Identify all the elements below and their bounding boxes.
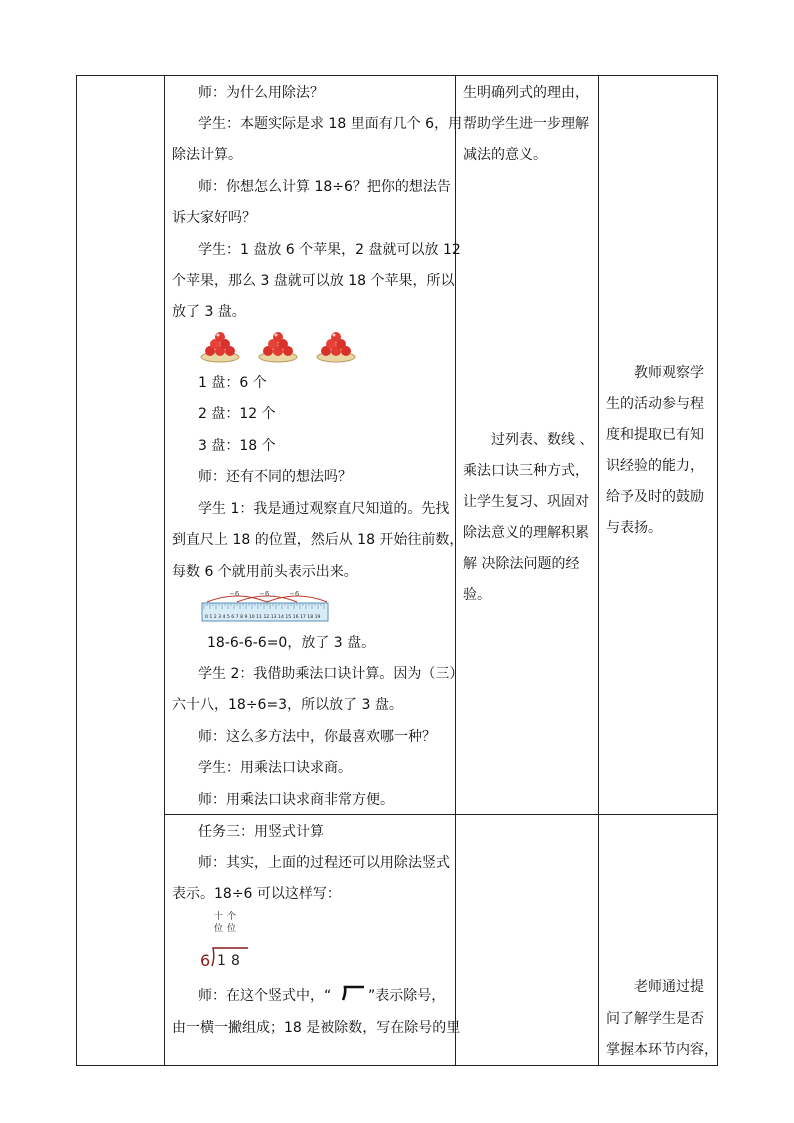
text-line: 验。 — [463, 587, 491, 603]
jump-label: −6 — [259, 590, 270, 598]
column-divider-1 — [164, 75, 165, 1066]
apple-plates-illustration — [198, 332, 363, 364]
dividend-digit: 8 — [231, 953, 240, 969]
text-line: 教师观察学 — [634, 365, 704, 381]
dividend-digit: 1 — [217, 953, 226, 969]
text-line: 师：还有不同的想法吗？ — [198, 469, 352, 485]
place-label-ones: 位 — [227, 924, 237, 934]
text-line: 识经验的能力， — [606, 458, 704, 474]
apple-plate-2 — [259, 332, 297, 362]
place-label-tens: 十 — [214, 912, 224, 922]
text-line: 问了解学生是否 — [606, 1011, 704, 1027]
jump-label: −6 — [289, 590, 300, 598]
text-line: 除法意义的理解积累 — [463, 525, 589, 541]
place-label-ones: 个 — [227, 912, 237, 922]
long-division-illustration — [196, 908, 256, 970]
text-line: 诉大家好吗？ — [172, 210, 256, 226]
text-line: 个苹果，那么 3 盘就可以放 18 个苹果，所以 — [172, 273, 455, 289]
column-divider-3 — [598, 75, 599, 1066]
text-line: 师：你想怎么计算 18÷6？把你的想法告 — [198, 179, 451, 195]
apple-plate-1 — [201, 332, 239, 362]
text-line: 与表扬。 — [606, 520, 662, 536]
text-line: 生的活动参与程 — [606, 396, 704, 412]
column-divider-2 — [455, 75, 456, 1066]
division-sign-icon — [340, 983, 366, 1003]
jump-label: −6 — [229, 590, 240, 598]
text-line: 学生：本题实际是求 18 里面有几个 6，用 — [198, 116, 463, 132]
text-line: 师：在这个竖式中，“ — [198, 988, 332, 1004]
text-line: 学生：1 盘放 6 个苹果，2 盘就可以放 12 — [198, 242, 461, 258]
text-line: 2 盘：12 个 — [198, 406, 276, 422]
text-line: 学生 2：我借助乘法口诀计算。因为（三） — [198, 666, 464, 682]
text-line: 过列表、数线 、 — [491, 432, 594, 448]
text-line: 由一横一撇组成；18 是被除数，写在除号的里 — [172, 1020, 461, 1036]
text-line: 师：其实，上面的过程还可以用除法竖式 — [198, 855, 450, 871]
text-line: 学生：用乘法口诀求商。 — [198, 760, 352, 776]
text-line: 让学生复习、巩固对 — [463, 494, 589, 510]
text-line: 减法的意义。 — [463, 147, 547, 163]
divisor: 6 — [200, 951, 211, 970]
text-line: 1 盘：6 个 — [198, 375, 267, 391]
text-line: 到直尺上 18 的位置，然后从 18 开始往前数， — [172, 532, 464, 548]
text-line: 六十八，18÷6=3，所以放了 3 盘。 — [172, 697, 403, 713]
text-line: 任务三：用竖式计算 — [198, 824, 324, 840]
text-line: 度和提取已有知 — [606, 427, 704, 443]
text-line: 掌握本环节内容， — [606, 1042, 718, 1058]
text-line: 3 盘：18 个 — [198, 438, 276, 454]
text-line: 每数 6 个就用前头表示出来。 — [172, 564, 358, 580]
apple-plate-3 — [317, 332, 355, 362]
text-line: ”表示除号， — [368, 988, 446, 1004]
ruler-numbers: 0 1 2 3 4 5 6 7 8 9 10 11 12 13 14 15 16 17 18 19 — [205, 615, 321, 620]
text-line: 生明确列式的理由， — [463, 85, 589, 101]
text-line: 师：用乘法口诀求商非常方便。 — [198, 792, 394, 808]
text-line: 乘法口诀三种方式， — [463, 463, 589, 479]
text-line: 学生 1：我是通过观察直尺知道的。先找 — [198, 501, 450, 517]
text-line: 表示。18÷6 可以这样写： — [172, 886, 341, 902]
text-line: 18-6-6-6=0，放了 3 盘。 — [207, 635, 376, 651]
text-line: 师：这么多方法中，你最喜欢哪一种？ — [198, 729, 436, 745]
text-line: 给予及时的鼓励 — [606, 489, 704, 505]
text-line: 师：为什么用除法？ — [198, 85, 324, 101]
ruler-number-line — [201, 588, 329, 624]
place-label-tens: 位 — [214, 924, 224, 934]
row-divider — [164, 814, 718, 815]
text-line: 放了 3 盘。 — [172, 304, 246, 320]
text-line: 除法计算。 — [172, 147, 242, 163]
text-line: 老师通过提 — [634, 979, 704, 995]
text-line: 帮助学生进一步理解 — [463, 116, 589, 132]
text-line: 解 决除法问题的经 — [463, 556, 580, 572]
